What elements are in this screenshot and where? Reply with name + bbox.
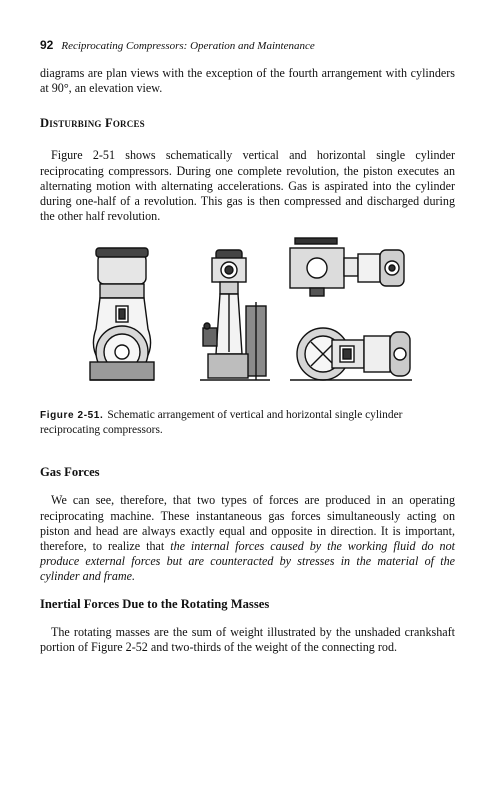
paragraph-gas-forces-emphasis: the internal forces caused by the working fluid do not produce external forces but are counteracted by stresses in the material of the cylinder and frame. [40, 539, 455, 584]
vertical-compressor-left [90, 248, 154, 380]
running-head [40, 38, 455, 53]
horizontal-compressor-bottom [290, 328, 412, 380]
figure-caption [40, 408, 455, 437]
running-title: Reciprocating Compressors: Operation and Maintenance [61, 40, 315, 52]
figure-caption-text: Schematic arrangement of vertical and horizontal single cylinder reciprocating compressors. [40, 409, 403, 437]
compressor-schematic-drawing [40, 234, 455, 394]
vertical-compressor-middle [200, 250, 270, 380]
section-heading-inertial-forces: Inertial Forces Due to the Rotating Masses [40, 596, 270, 611]
figure-2-51 [40, 234, 455, 394]
paragraph-inertial-forces: The rotating masses are the sum of weight illustrated by the unshaded crankshaft portion of Figure 2-52 and two-thirds of the weight of the connecting rod. [40, 624, 455, 654]
page-body [40, 38, 455, 655]
page-number: 92 [40, 38, 54, 52]
paragraph-gas-forces [40, 493, 455, 584]
section-heading-gas-forces: Gas Forces [40, 465, 100, 480]
section-heading-disturbing-forces: Disturbing Forces [40, 116, 145, 131]
horizontal-compressor-top [290, 238, 404, 296]
paragraph-intro: diagrams are plan views with the exception of the fourth arrangement with cylinders at 90°, an elevation view. [40, 66, 455, 96]
paragraph-gas-forces-text: We can see, therefore, that two types of forces are produced in an operating reciprocating machine. These instantaneous gas forces simultaneously acting on piston and head are always exactly equal and opposite in direction. It is important, therefore, to realize that [40, 493, 455, 554]
figure-label: Figure 2-51. [40, 410, 104, 422]
paragraph-disturbing-forces: Figure 2-51 shows schematically vertical and horizontal single cylinder reciprocating compressors. During one complete revolution, the piston executes an alternating motion with alternating accelerations. Gas is aspirated into the cylinder during one-half of a revolution. This gas is then compressed and discharged during the other half revolution. [40, 148, 455, 224]
